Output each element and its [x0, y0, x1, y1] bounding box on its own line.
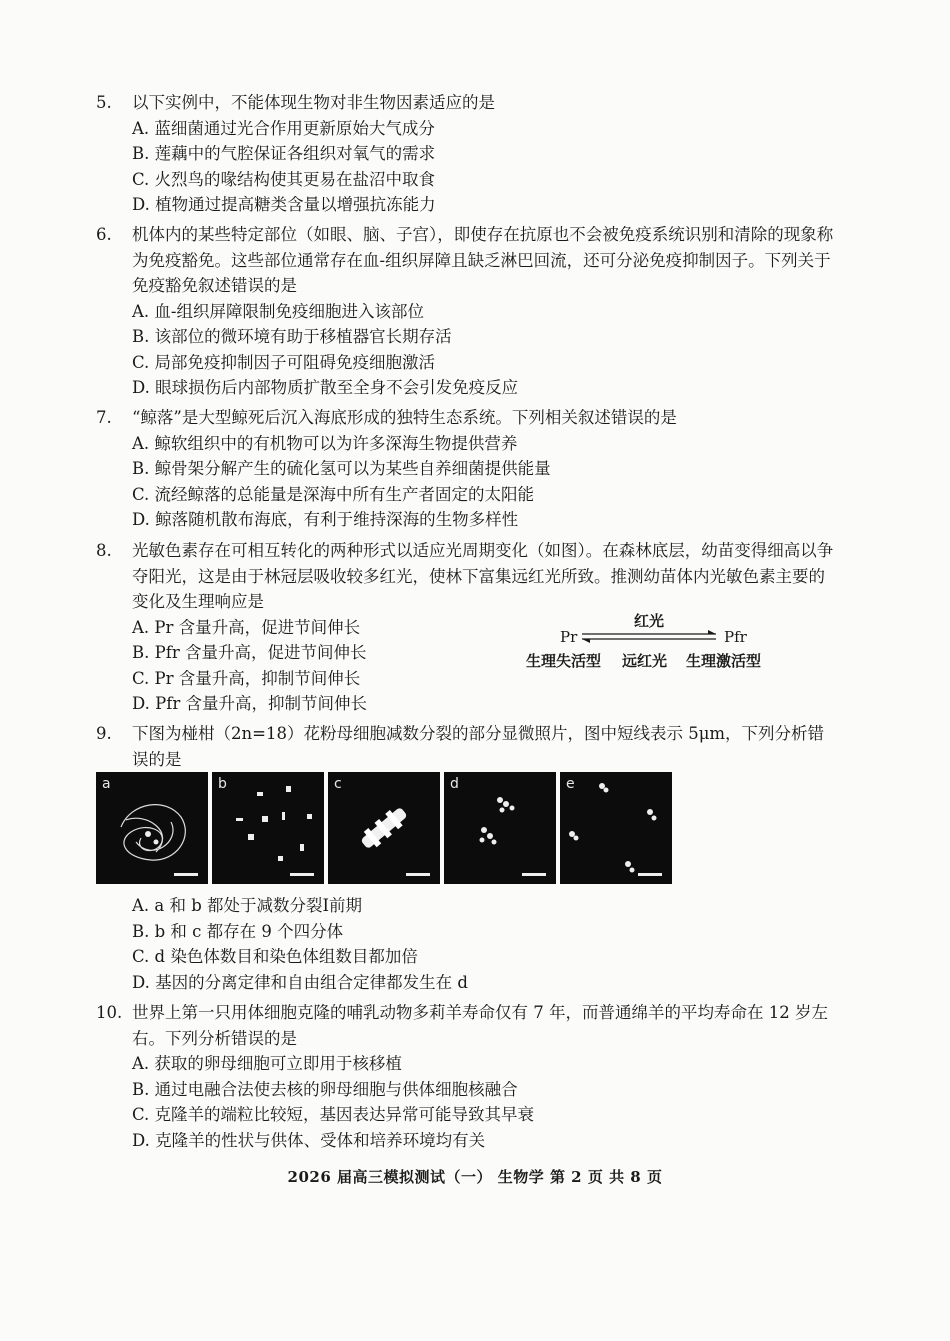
far-red-light-label: 远红光	[622, 651, 668, 670]
panel-label: b	[218, 776, 227, 792]
panel-label: d	[450, 776, 459, 792]
question-8	[96, 538, 836, 717]
option-b: B. 鲸骨架分解产生的硫化氢可以为某些自养细菌提供能量	[132, 459, 551, 478]
scale-bar	[638, 873, 662, 876]
question-number: 5.	[96, 93, 112, 112]
option-b: B. 通过电融合法使去核的卵母细胞与供体细胞核融合	[132, 1079, 518, 1099]
option-c: C. d 染色体数目和染色体组数目都加倍	[132, 947, 418, 966]
option-a: A. 鲸软组织中的有机物可以为许多深海生物提供营养	[132, 433, 518, 453]
option-a: A. 血-组织屏障限制免疫细胞进入该部位	[132, 301, 424, 321]
option-b: B. 莲藕中的气腔保证各组织对氧气的需求	[132, 144, 436, 163]
question-stem: 以下实例中，不能体现生物对非生物因素适应的是	[132, 93, 495, 112]
scale-bar	[406, 873, 430, 876]
option-c: C. 火烈鸟的喙结构使其更易在盐沼中取食	[132, 169, 436, 189]
option-b: B. 该部位的微环境有助于移植器官长期存活	[132, 327, 452, 346]
option-d: D. 鲸落随机散布海底，有利于维持深海的生物多样性	[132, 510, 519, 529]
option-d: D. 克隆羊的性状与供体、受体和培养环境均有关	[132, 1130, 486, 1150]
bivalents	[212, 772, 324, 884]
chromosome-tangle	[96, 772, 208, 884]
scale-bar	[174, 873, 198, 876]
inactive-form-label: 生理失活型	[526, 651, 602, 670]
red-light-label: 红光	[634, 611, 665, 630]
page-footer: 2026 届高三模拟测试（一） 生物学 第 2 页 共 8 页	[287, 1168, 663, 1186]
option-c: C. 流经鲸落的总能量是深海中所有生产者固定的太阳能	[132, 484, 535, 504]
scale-bar	[290, 873, 314, 876]
micrograph-d	[444, 772, 556, 884]
pfr-label: Pfr	[724, 627, 747, 646]
question-number: 9.	[96, 724, 112, 743]
panel-label: a	[102, 776, 111, 792]
option-c: C. 局部免疫抑制因子可阻碍免疫细胞激活	[132, 352, 436, 372]
micrograph-a	[96, 772, 208, 884]
question-number: 7.	[96, 408, 112, 427]
question-9	[96, 721, 836, 772]
pr-label: Pr	[560, 627, 578, 646]
question-9-options	[96, 893, 836, 995]
option-d: D. 植物通过提高糖类含量以增强抗冻能力	[132, 195, 436, 214]
option-d: D. Pfr 含量升高，抑制节间伸长	[132, 694, 367, 713]
question-stem: “鲸落”是大型鲸死后沉入海底形成的独特生态系统。下列相关叙述错误的是	[132, 408, 677, 427]
telophase-tetrad	[560, 772, 672, 884]
micrograph-b	[212, 772, 324, 884]
anaphase-cells	[444, 772, 556, 884]
option-a: A. a 和 b 都处于减数分裂Ⅰ前期	[132, 896, 363, 915]
option-a: A. 获取的卵母细胞可立即用于核移植	[132, 1054, 402, 1073]
question-stem: 世界上第一只用体细胞克隆的哺乳动物多莉羊寿命仅有 7 年，而普通绵羊的平均寿命在 12 岁左右。下列分析错误的是	[132, 1003, 828, 1048]
scale-bar	[522, 873, 546, 876]
metaphase-plate	[328, 772, 440, 884]
question-number: 10.	[96, 1003, 123, 1022]
option-c: C. 克隆羊的端粒比较短，基因表达异常可能导致其早衰	[132, 1105, 535, 1124]
question-number: 8.	[96, 541, 112, 560]
question-5	[96, 90, 836, 218]
option-a: A. 蓝细菌通过光合作用更新原始大气成分	[132, 118, 435, 138]
option-b: B. Pfr 含量升高，促进节间伸长	[132, 643, 367, 662]
option-b: B. b 和 c 都存在 9 个四分体	[132, 921, 344, 941]
question-stem: 机体内的某些特定部位（如眼、脑、子宫），即使存在抗原也不会被免疫系统识别和清除的现象称为免疫豁免。这些部位通常存在血-组织屏障且缺乏淋巴回流，还可分泌免疫抑制因子。下列关于免疫豁免叙述错误的是	[132, 225, 834, 295]
micrograph-e	[560, 772, 672, 884]
micrograph-row	[96, 772, 672, 884]
option-a: A. Pr 含量升高，促进节间伸长	[132, 617, 361, 637]
question-number: 6.	[96, 225, 112, 244]
option-d: D. 基因的分离定律和自由组合定律都发生在 d	[132, 972, 468, 992]
question-7	[96, 405, 836, 533]
option-c: C. Pr 含量升高，抑制节间伸长	[132, 668, 361, 688]
micrograph-c	[328, 772, 440, 884]
options-with-diagram	[132, 611, 836, 717]
question-stem: 下图为椪柑（2n=18）花粉母细胞减数分裂的部分显微照片，图中短线表示 5μm，下列分析错误的是	[132, 724, 825, 769]
panel-label: c	[334, 776, 342, 792]
phytochrome-diagram	[526, 611, 790, 695]
panel-label: e	[566, 776, 575, 792]
question-10	[96, 1000, 836, 1153]
active-form-label: 生理激活型	[686, 651, 762, 670]
question-stem: 光敏色素存在可相互转化的两种形式以适应光周期变化（如图）。在森林底层，幼苗变得细高以争夺阳光，这是由于林冠层吸收较多红光，使林下富集远红光所致。推测幼苗体内光敏色素主要的变化及生理响应是	[132, 541, 834, 611]
option-d: D. 眼球损伤后内部物质扩散至全身不会引发免疫反应	[132, 378, 519, 397]
question-6	[96, 222, 836, 401]
